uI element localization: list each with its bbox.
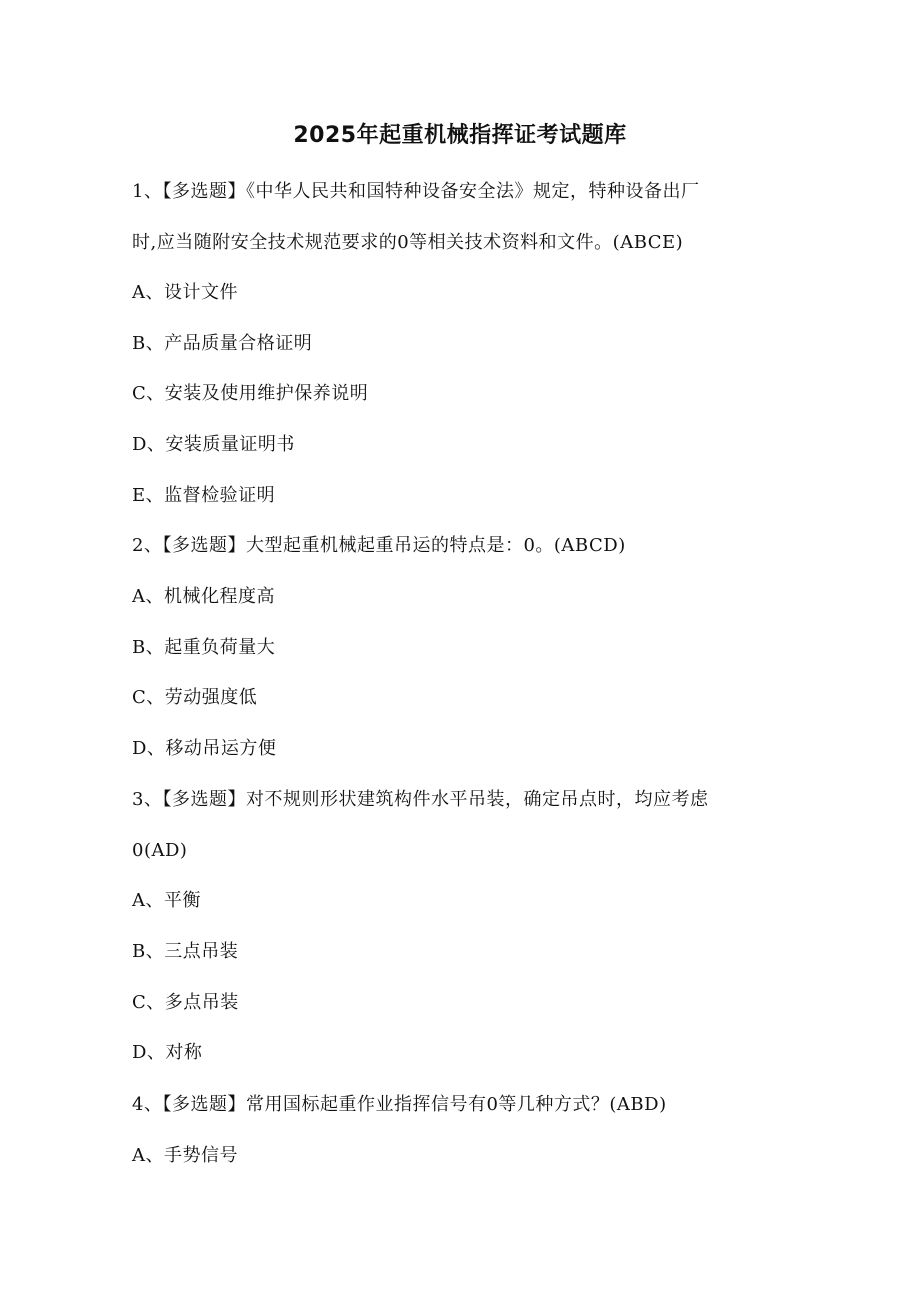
question-1-option-a: A、设计文件 (132, 282, 238, 303)
question-1-stem-line-2: 时,应当随附安全技术规范要求的0等相关技术资料和文件。(ABCE) (132, 232, 684, 253)
question-1-option-b: B、产品质量合格证明 (132, 333, 313, 354)
question-1-option-c: C、安装及使用维护保养说明 (132, 383, 369, 404)
question-3-option-a: A、平衡 (132, 890, 201, 911)
question-1-option-d: D、安装质量证明书 (132, 434, 295, 455)
question-2-option-a: A、机械化程度高 (132, 586, 275, 607)
question-2-option-b: B、起重负荷量大 (132, 637, 276, 658)
question-3-option-b: B、三点吊装 (132, 941, 239, 962)
question-3-stem-line-1: 3、【多选题】对不规则形状建筑构件水平吊装，确定吊点时，均应考虑 (132, 789, 709, 810)
question-1-option-e: E、监督检验证明 (132, 485, 276, 506)
document-title: 2025年起重机械指挥证考试题库 (293, 123, 627, 148)
question-2-option-c: C、劳动强度低 (132, 687, 258, 708)
question-1-stem-line-1: 1、【多选题】《中华人民共和国特种设备安全法》规定，特种设备出厂 (132, 181, 700, 202)
question-2-option-d: D、移动吊运方便 (132, 738, 277, 759)
question-3-stem-line-2: 0(AD) (132, 840, 188, 861)
question-4-stem-line-1: 4、【多选题】常用国标起重作业指挥信号有0等几种方式？(ABD) (132, 1094, 667, 1115)
question-3-option-c: C、多点吊装 (132, 992, 239, 1013)
question-2-stem-line-1: 2、【多选题】大型起重机械起重吊运的特点是：0。(ABCD) (132, 535, 626, 556)
question-4-option-a: A、手势信号 (132, 1145, 238, 1166)
question-3-option-d: D、对称 (132, 1042, 203, 1063)
